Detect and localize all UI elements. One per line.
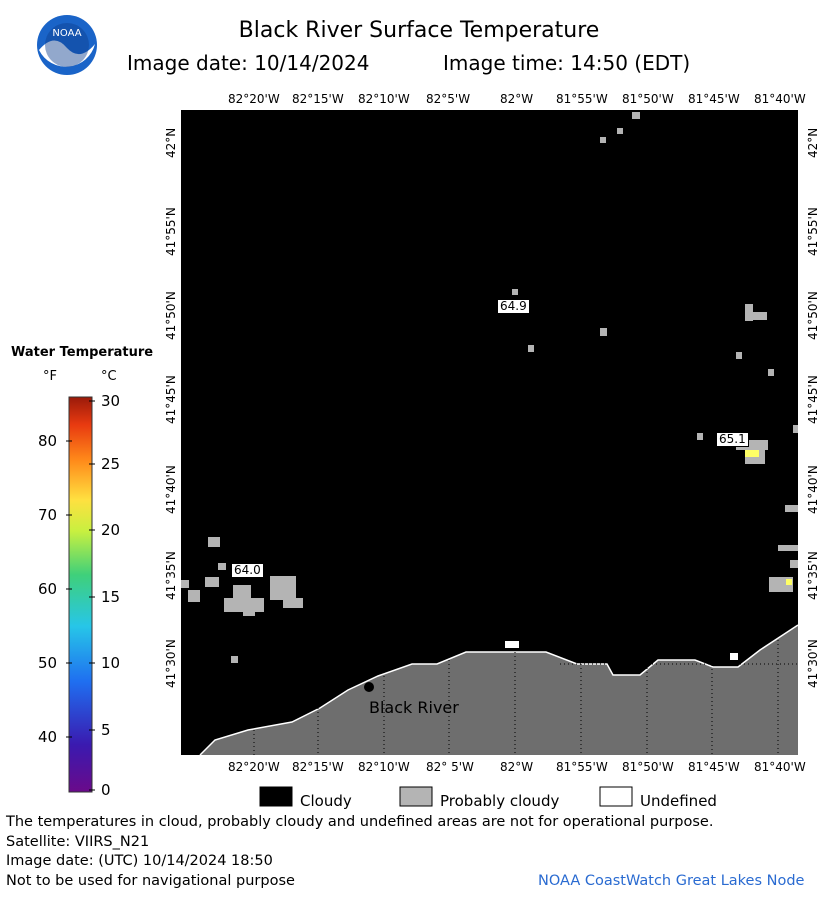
right-lat-label: 42°N [806,127,820,158]
image-time: Image time: 14:50 (EDT) [443,51,691,75]
right-lat-label: 41°35'N [806,551,820,600]
colorbar-unit-f: °F [43,369,57,384]
satellite-info: Satellite: VIIRS_N21 [6,834,150,850]
top-lon-label: 82°15'W [292,92,344,106]
legend-probably-cloudy-swatch [400,787,432,806]
legend-cloudy-swatch [260,787,292,806]
c-tick-label: 10 [101,654,121,672]
left-lat-label: 41°30'N [164,639,178,688]
temp-label: 64.0 [231,563,264,578]
logo-text: NOAA [52,28,82,39]
utc-image-date: Image date: (UTC) 10/14/2024 18:50 [6,853,273,869]
place-label: Black River [369,698,459,717]
c-tick-label: 30 [101,392,121,410]
operational-note: The temperatures in cloud, probably cloudy and undefined areas are not for operational purpose. [6,814,714,830]
bottom-lon-label: 82°20'W [228,760,280,774]
top-lon-label: 82°W [500,92,534,106]
c-tick-label: 0 [101,781,111,799]
f-tick-label: 40 [38,728,58,746]
f-tick-label: 70 [38,506,58,524]
right-lat-label: 41°50'N [806,291,820,340]
bottom-lon-label: 82°W [500,760,534,774]
bottom-lon-label: 81°45'W [688,760,740,774]
legend-undefined-swatch [600,787,632,806]
bottom-lon-label: 82°15'W [292,760,344,774]
f-tick-label: 80 [38,432,58,450]
top-lon-label: 81°45'W [688,92,740,106]
f-tick-label: 60 [38,580,58,598]
temp-label: 65.1 [716,432,749,447]
left-lat-label: 41°45'N [164,375,178,424]
top-lon-label: 81°40'W [754,92,806,106]
left-lat-label: 42°N [164,127,178,158]
navigation-warning: Not to be used for navigational purpose [6,873,295,889]
c-tick-label: 20 [101,521,121,539]
right-lat-label: 41°45'N [806,375,820,424]
right-lat-label: 41°30'N [806,639,820,688]
left-lat-label: 41°50'N [164,291,178,340]
c-tick-label: 15 [101,588,121,606]
colorbar-unit-c: °C [101,369,117,384]
undefined-area [505,641,519,648]
bottom-lon-label: 81°55'W [556,760,608,774]
legend-undefined-label: Undefined [640,792,717,810]
left-lat-label: 41°35'N [164,551,178,600]
legend-probably-cloudy-label: Probably cloudy [440,792,560,810]
top-lon-label: 82°20'W [228,92,280,106]
top-lon-label: 82°5'W [426,92,471,106]
bottom-lon-label: 81°40'W [754,760,806,774]
legend-cloudy-label: Cloudy [300,792,352,810]
black-river-marker [364,682,374,692]
temp-label: 64.9 [497,299,530,314]
image-date: Image date: 10/14/2024 [127,51,370,75]
warm-pixel [745,450,759,457]
f-tick-label: 50 [38,654,58,672]
warm-pixel [786,579,792,585]
top-lon-label: 81°50'W [622,92,674,106]
bottom-lon-label: 82°10'W [358,760,410,774]
left-lat-label: 41°40'N [164,465,178,514]
c-tick-label: 25 [101,455,121,473]
bottom-lon-label: 82° 5'W [426,760,474,774]
top-lon-label: 82°10'W [358,92,410,106]
bottom-lon-label: 81°50'W [622,760,674,774]
undefined-area [730,653,738,660]
right-lat-label: 41°55'N [806,207,820,256]
top-lon-label: 81°55'W [556,92,608,106]
map-title: Black River Surface Temperature [238,18,600,43]
c-tick-label: 5 [101,721,111,739]
colorbar-title: Water Temperature [11,345,154,360]
left-lat-label: 41°55'N [164,207,178,256]
right-lat-label: 41°40'N [806,465,820,514]
temperature-colorbar [69,397,92,792]
coastwatch-node-link[interactable]: NOAA CoastWatch Great Lakes Node [538,873,805,889]
